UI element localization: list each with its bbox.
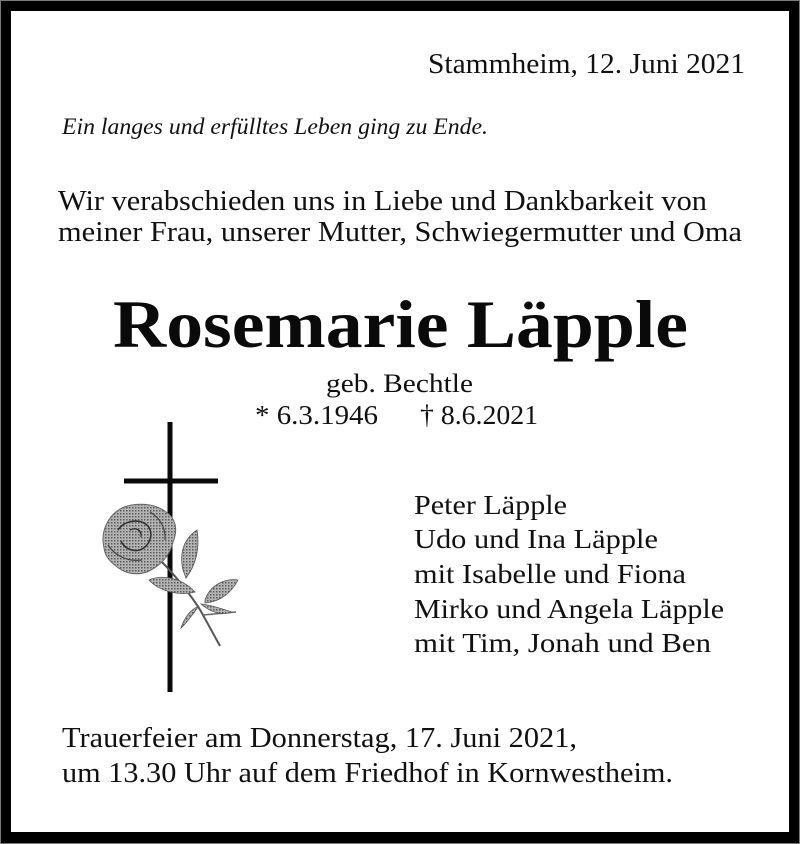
- service-line-2: um 13.30 Uhr auf dem Friedhof in Kornwestheim.: [62, 758, 673, 789]
- cross-with-rose-icon: [95, 415, 245, 700]
- family-member-1: Peter Läpple: [414, 490, 567, 520]
- family-member-3: mit Isabelle und Fiona: [414, 559, 686, 589]
- service-line-1: Trauerfeier am Donnerstag, 17. Juni 2021,: [62, 723, 577, 754]
- intro-line-1: Wir verabschieden uns in Liebe und Dankbarkeit von: [58, 186, 707, 217]
- family-member-2: Udo und Ina Läpple: [414, 524, 658, 554]
- place-date: Stammheim, 12. Juni 2021: [428, 48, 745, 80]
- birth-date: * 6.3.1946: [255, 400, 378, 430]
- maiden-name: geb. Bechtle: [326, 369, 473, 398]
- family-member-4: Mirko und Angela Läpple: [414, 594, 724, 624]
- family-member-5: mit Tim, Jonah und Ben: [414, 628, 711, 658]
- death-date: † 8.6.2021: [420, 400, 538, 430]
- intro-line-2: meiner Frau, unserer Mutter, Schwiegermutter und Oma: [58, 217, 743, 248]
- motto: Ein langes und erfülltes Leben ging zu Ende.: [62, 114, 488, 139]
- deceased-name: Rosemarie Läpple: [113, 286, 688, 362]
